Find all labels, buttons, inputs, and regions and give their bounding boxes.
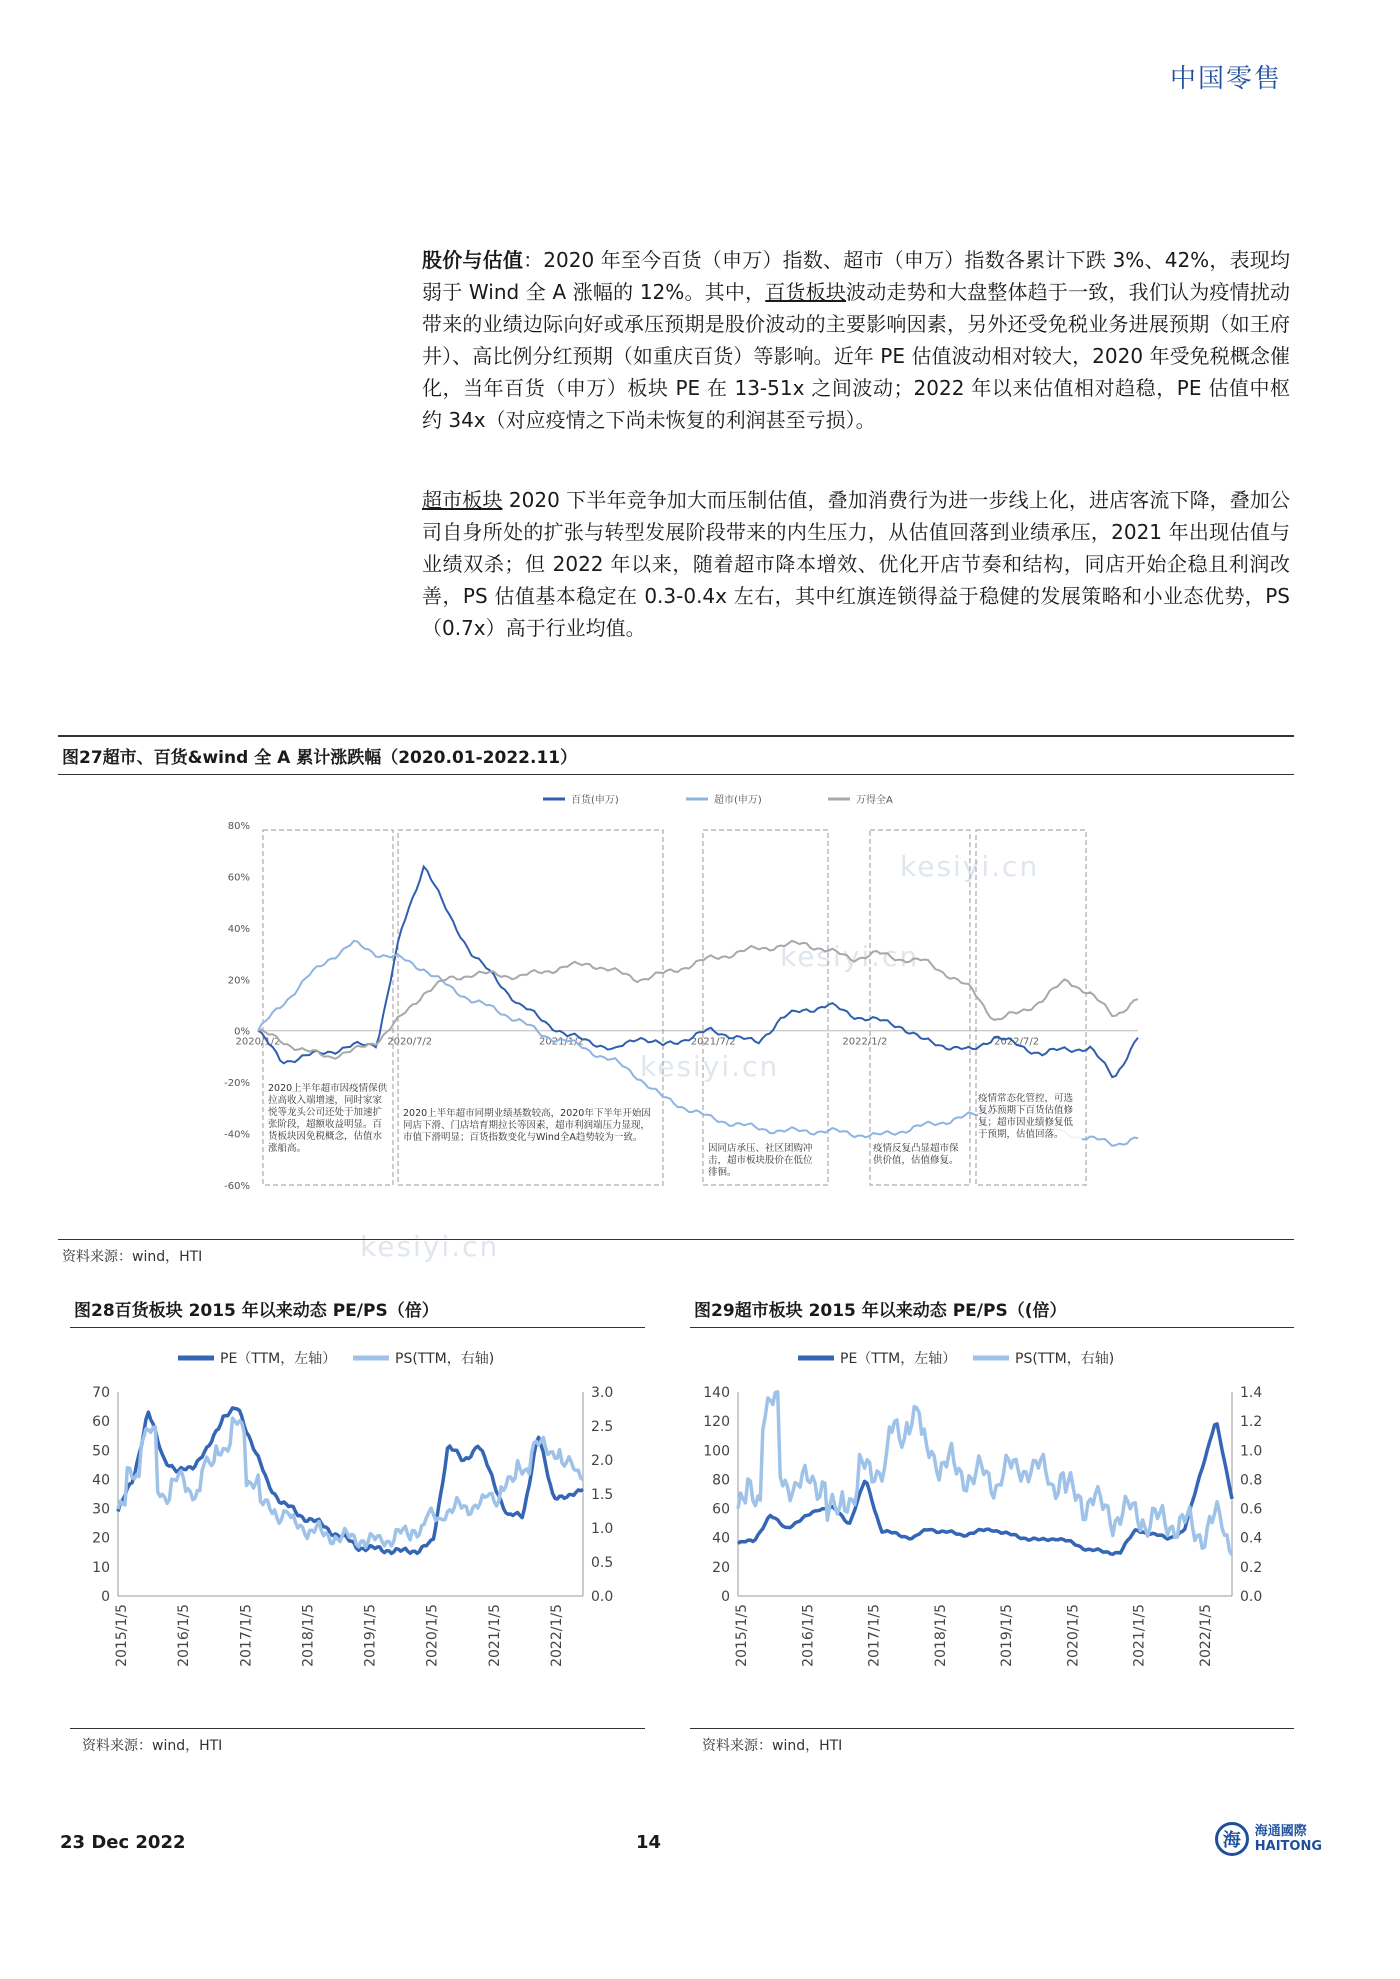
x-tick-label: 2019/1/5 [362,1604,379,1667]
fig27-svg [58,775,1294,1245]
watermark: kesiyi.cn [640,1050,780,1083]
y-tick-label: 20% [227,975,250,987]
fig29-source: 资料来源：wind，HTI [702,1738,843,1754]
header-title: 中国零售 [1169,64,1282,94]
para2-underline: 超市板块 [422,488,503,512]
haitong-logo [1215,1822,1322,1856]
x-tick-label: 2020/1/5 [1065,1604,1082,1667]
legend-label-1: PS(TTM，右轴) [395,1351,495,1367]
y-left-tick-label: 40 [92,1472,110,1489]
annotation-0 [268,1083,388,1183]
annotation-1 [403,1108,658,1183]
fig28-chart [70,1328,645,1728]
y-left-tick-label: 10 [92,1559,110,1576]
y-left-tick-label: 0 [101,1589,110,1605]
y-tick-label: 40% [227,923,250,935]
y-left-tick-label: 0 [721,1589,730,1605]
y-left-tick-label: 140 [703,1385,730,1401]
x-tick-label: 2018/1/5 [932,1604,949,1667]
para1-lead: 股价与估值 [422,248,524,272]
paragraph-supermarket [422,484,1290,644]
annotation-text: 2020上半年超市因疫情保供拉高收入端增速，同时家家悦等龙头公司还处于加速扩张阶段，超额收益明显。百货板块因免税概念，估值水涨船高。 [268,1083,388,1154]
logo-en: HAITONG [1254,1839,1322,1854]
watermark: kesiyi.cn [900,850,1040,883]
y-tick-label: 60% [227,872,250,884]
y-right-tick-label: 0.8 [1240,1472,1263,1489]
y-right-tick-label: 1.5 [591,1487,614,1503]
y-right-tick-label: 1.4 [1240,1385,1263,1401]
haitong-logo-icon: 海 [1215,1822,1249,1856]
annotation-2 [708,1143,818,1183]
fig27-source: 资料来源：wind，HTI [62,1249,203,1265]
x-tick-label: 2017/1/5 [238,1604,255,1667]
y-right-tick-label: 1.0 [591,1521,614,1537]
x-tick-label: 2018/1/5 [300,1604,317,1667]
y-left-tick-label: 60 [712,1501,730,1518]
legend-label-0: 百货(申万) [571,795,619,806]
para1-text-b: 波动走势和大盘整体趋于一致，我们认为疫情扰动带来的业绩边际向好或承压预期是股价波动的主要影响因素，另外还受免税业务进展预期（如王府井）、高比例分红预期（如重庆百货）等影响。近年 PE 估值波动相对较大，2020 年受免税概念催化，当年百货（申万）板块 PE 在 13-51x 之间波动；2022 年以来估值相对趋稳，PE 估值中枢约 34x（对应疫情之下尚未恢复的利润甚至亏损）。 [422,280,1291,432]
figure-27 [58,735,1294,1266]
annotation-4 [978,1093,1082,1183]
series-line-0 [738,1424,1232,1554]
legend-label-0: PE（TTM，左轴） [220,1351,337,1367]
x-tick-label: 2021/7/2 [690,1036,736,1048]
y-left-tick-label: 20 [92,1530,110,1547]
x-tick-label: 2017/1/5 [866,1604,883,1667]
para1-text-a: ：2020 年至今百货（申万）指数、超市（申万）指数各累计下跌 3%、42%，表现均弱于 Wind 全 A 涨幅的 12%。其中， [422,248,1291,304]
y-left-tick-label: 30 [92,1501,110,1518]
y-left-tick-label: 70 [92,1385,110,1401]
annotation-3 [873,1143,965,1183]
y-left-tick-label: 20 [712,1559,730,1576]
y-tick-label: -60% [224,1181,250,1192]
fig27-title: 图27超市、百货&wind 全 A 累计涨跌幅（2020.01-2022.11） [62,748,578,768]
para1-underline: 百货板块 [765,280,846,304]
x-tick-label: 2021/1/2 [538,1036,584,1048]
annotation-text: 2020上半年超市同期业绩基数较高，2020年下半年开始因同店下滑、门店培育期拉长等因素，超市利润端压力显现，市值下滑明显；百货指数变化与Wind全A趋势较为一致。 [403,1108,658,1144]
figure-28 [70,1296,645,1755]
y-right-tick-label: 2.0 [591,1453,614,1469]
x-tick-label: 2016/1/5 [176,1604,193,1667]
fig28-title: 图28百货板块 2015 年以来动态 PE/PS（倍） [74,1301,439,1321]
figure-29 [690,1296,1294,1755]
legend-label-2: 万得全A [856,795,893,806]
footer-page-number: 14 [636,1832,662,1853]
fig29-chart [690,1328,1294,1728]
x-tick-label: 2021/1/5 [1131,1604,1148,1667]
y-right-tick-label: 0.4 [1240,1530,1263,1547]
x-tick-label: 2022/1/2 [842,1036,888,1048]
footer-date: 23 Dec 2022 [60,1832,186,1853]
y-tick-label: 80% [227,821,250,832]
y-right-tick-label: 0.5 [591,1555,614,1571]
x-tick-label: 2020/1/5 [424,1604,441,1667]
watermark: kesiyi.cn [360,1230,500,1263]
fig28-source: 资料来源：wind，HTI [82,1738,223,1754]
x-tick-label: 2022/7/2 [994,1036,1040,1048]
fig29-svg [690,1328,1294,1728]
fig29-title: 图29超市板块 2015 年以来动态 PE/PS（(倍） [694,1301,1067,1321]
y-right-tick-label: 0.2 [1240,1559,1263,1576]
series-line-1 [118,1418,583,1547]
y-right-tick-label: 0.0 [1240,1589,1263,1605]
annotation-text: 疫情常态化管控，可选复苏预期下百货估值修复；超市因业绩修复低于预期，估值回落。 [978,1093,1082,1141]
y-left-tick-label: 60 [92,1414,110,1431]
haitong-logo-text [1255,1824,1322,1854]
x-tick-label: 2022/1/5 [549,1604,565,1667]
y-tick-label: 0% [234,1026,250,1038]
x-tick-label: 2020/1/2 [235,1036,281,1048]
legend-label-0: PE（TTM，左轴） [840,1351,957,1367]
legend-label-1: PS(TTM，右轴) [1015,1351,1115,1367]
y-left-tick-label: 120 [703,1414,730,1431]
y-tick-label: -20% [224,1078,250,1090]
annotation-text: 因同店承压、社区团购冲击，超市板块股价在低位徘徊。 [708,1143,818,1179]
watermark: kesiyi.cn [780,940,920,973]
y-right-tick-label: 2.5 [591,1419,614,1435]
x-tick-label: 2021/1/5 [486,1604,503,1667]
x-tick-label: 2016/1/5 [800,1604,817,1667]
logo-cn: 海通國際 [1254,1824,1307,1839]
y-left-tick-label: 40 [712,1530,730,1547]
fig28-svg [70,1328,645,1728]
fig27-chart [58,775,1294,1245]
y-left-tick-label: 80 [712,1472,730,1489]
para2-text: 2020 下半年竞争加大而压制估值，叠加消费行为进一步线上化，进店客流下降，叠加公司自身所处的扩张与转型发展阶段带来的内生压力，从估值回落到业绩承压，2021 年出现估值与业绩双杀；但 2022 年以来，随着超市降本增效、优化开店节奏和结构，同店开始企稳且利润改善，PS 估值基本稳定在 0.3-0.4x 左右，其中红旗连锁得益于稳健的发展策略和小业态优势，PS（0.7x）高于行业均值。 [422,488,1290,640]
x-tick-label: 2020/7/2 [387,1036,433,1048]
y-right-tick-label: 3.0 [591,1385,614,1401]
y-right-tick-label: 0.6 [1240,1501,1263,1518]
x-tick-label: 2022/1/5 [1198,1604,1214,1667]
x-tick-label: 2015/1/5 [734,1604,750,1667]
annotation-text: 疫情反复凸显超市保供价值，估值修复。 [873,1143,965,1167]
paragraph-stock-valuation [422,244,1290,436]
y-right-tick-label: 0.0 [591,1589,614,1605]
y-tick-label: -40% [224,1129,250,1141]
x-tick-label: 2015/1/5 [114,1604,130,1667]
y-left-tick-label: 100 [703,1443,730,1460]
x-tick-label: 2019/1/5 [999,1604,1016,1667]
y-right-tick-label: 1.2 [1240,1414,1263,1431]
y-right-tick-label: 1.0 [1240,1443,1263,1460]
legend-label-1: 超市(申万) [714,795,762,806]
y-left-tick-label: 50 [92,1443,110,1460]
